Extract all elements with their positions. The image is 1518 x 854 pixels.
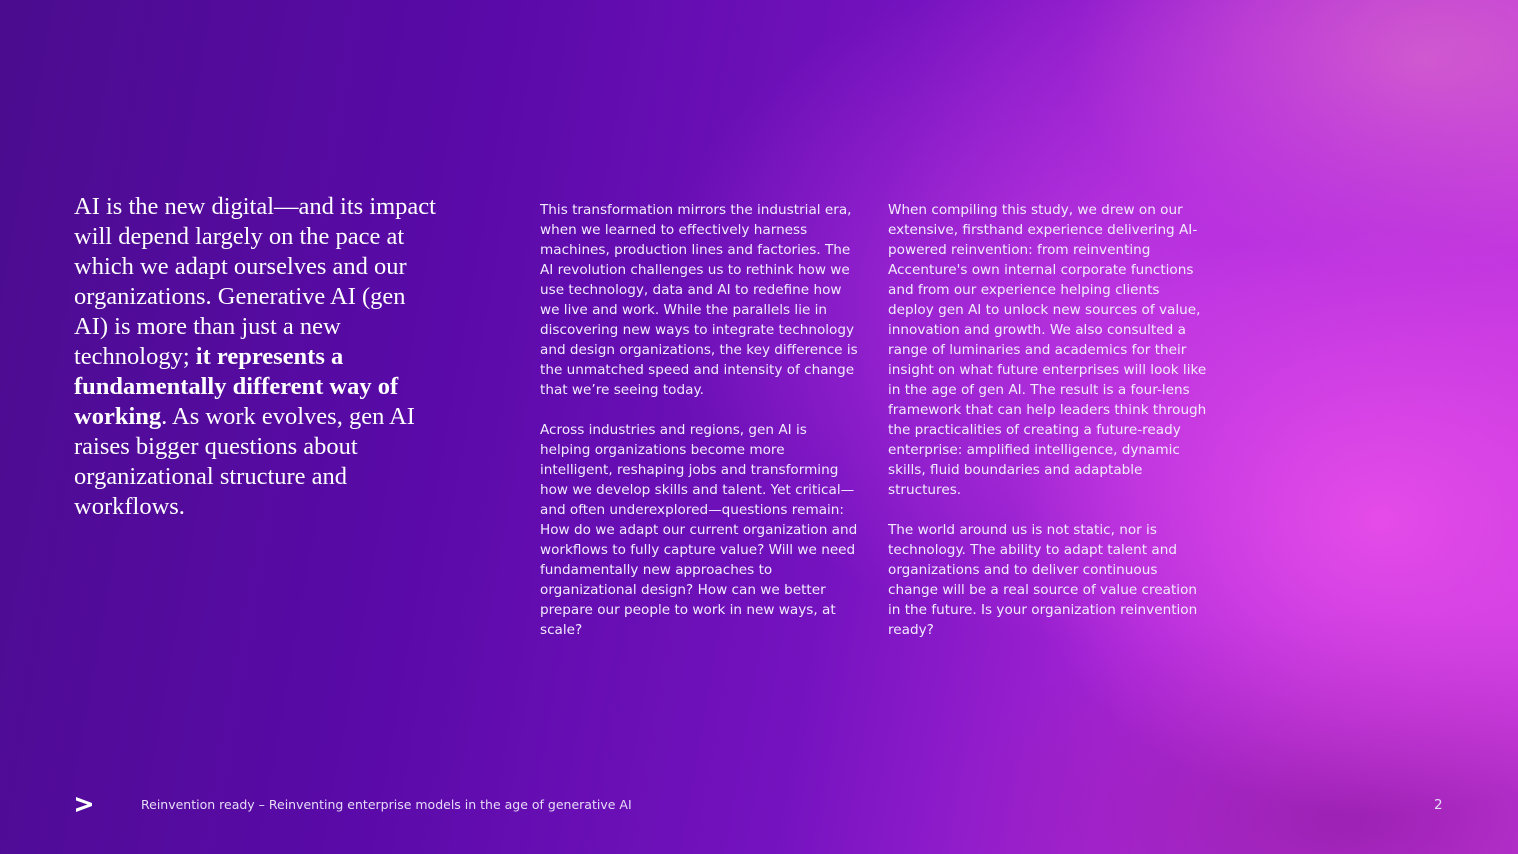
- column2-paragraph-2: The world around us is not static, nor is technology. The ability to adapt talent and organizations and to deliver continuous change will be a real source of value creation in the future. Is your organization reinvention ready?: [888, 522, 1198, 638]
- accenture-logo-icon: [74, 794, 94, 814]
- body-column-1: [540, 200, 860, 660]
- column1-paragraph-1: This transformation mirrors the industrial era, when we learned to effectively harness machines, production lines and factories. The AI revolution challenges us to rethink how we use technology, data and AI to redefine how we live and work. While the parallels lie in discovering new ways to integrate technology and design organizations, the key difference is the unmatched speed and intensity of change that we’re seeing today.: [540, 202, 858, 398]
- lead-text-part1: AI is the new digital—and its impact will depend largely on the pace at which we adapt ourselves and our organizations. Generative AI (gen AI) is more than just a new technology;: [74, 193, 436, 370]
- lead-text-part2: . As work evolves, gen AI raises bigger questions about organizational structure and workflows.: [74, 403, 415, 520]
- lead-statement: [74, 192, 444, 522]
- lead-text-bold: it represents a fundamentally different way of working: [74, 343, 399, 430]
- column2-paragraph-1: When compiling this study, we drew on our extensive, firsthand experience delivering AI-powered reinvention: from reinventing Accenture's own internal corporate functions and from our experience helping clients deploy gen AI to unlock new sources of value, innovation and growth. We also consulted a range of luminaries and academics for their insight on what future enterprises will look like in the age of gen AI. The result is a four-lens framework that can help leaders think through the practicalities of creating a future-ready enterprise: amplified intelligence, dynamic skills, fluid boundaries and adaptable structures.: [888, 202, 1207, 498]
- footer-document-title: Reinvention ready – Reinventing enterprise models in the age of generative AI: [141, 797, 632, 812]
- body-column-2: [888, 200, 1208, 660]
- column1-paragraph-2: Across industries and regions, gen AI is helping organizations become more intelligent, reshaping jobs and transforming how we develop skills and talent. Yet critical—and often underexplored—questions remain: How do we adapt our current organization and workflows to fully capture value? Will we need fundamentally new approaches to organizational design? How can we better prepare our people to work in new ways, at scale?: [540, 422, 858, 638]
- page-number: 2: [1434, 797, 1443, 813]
